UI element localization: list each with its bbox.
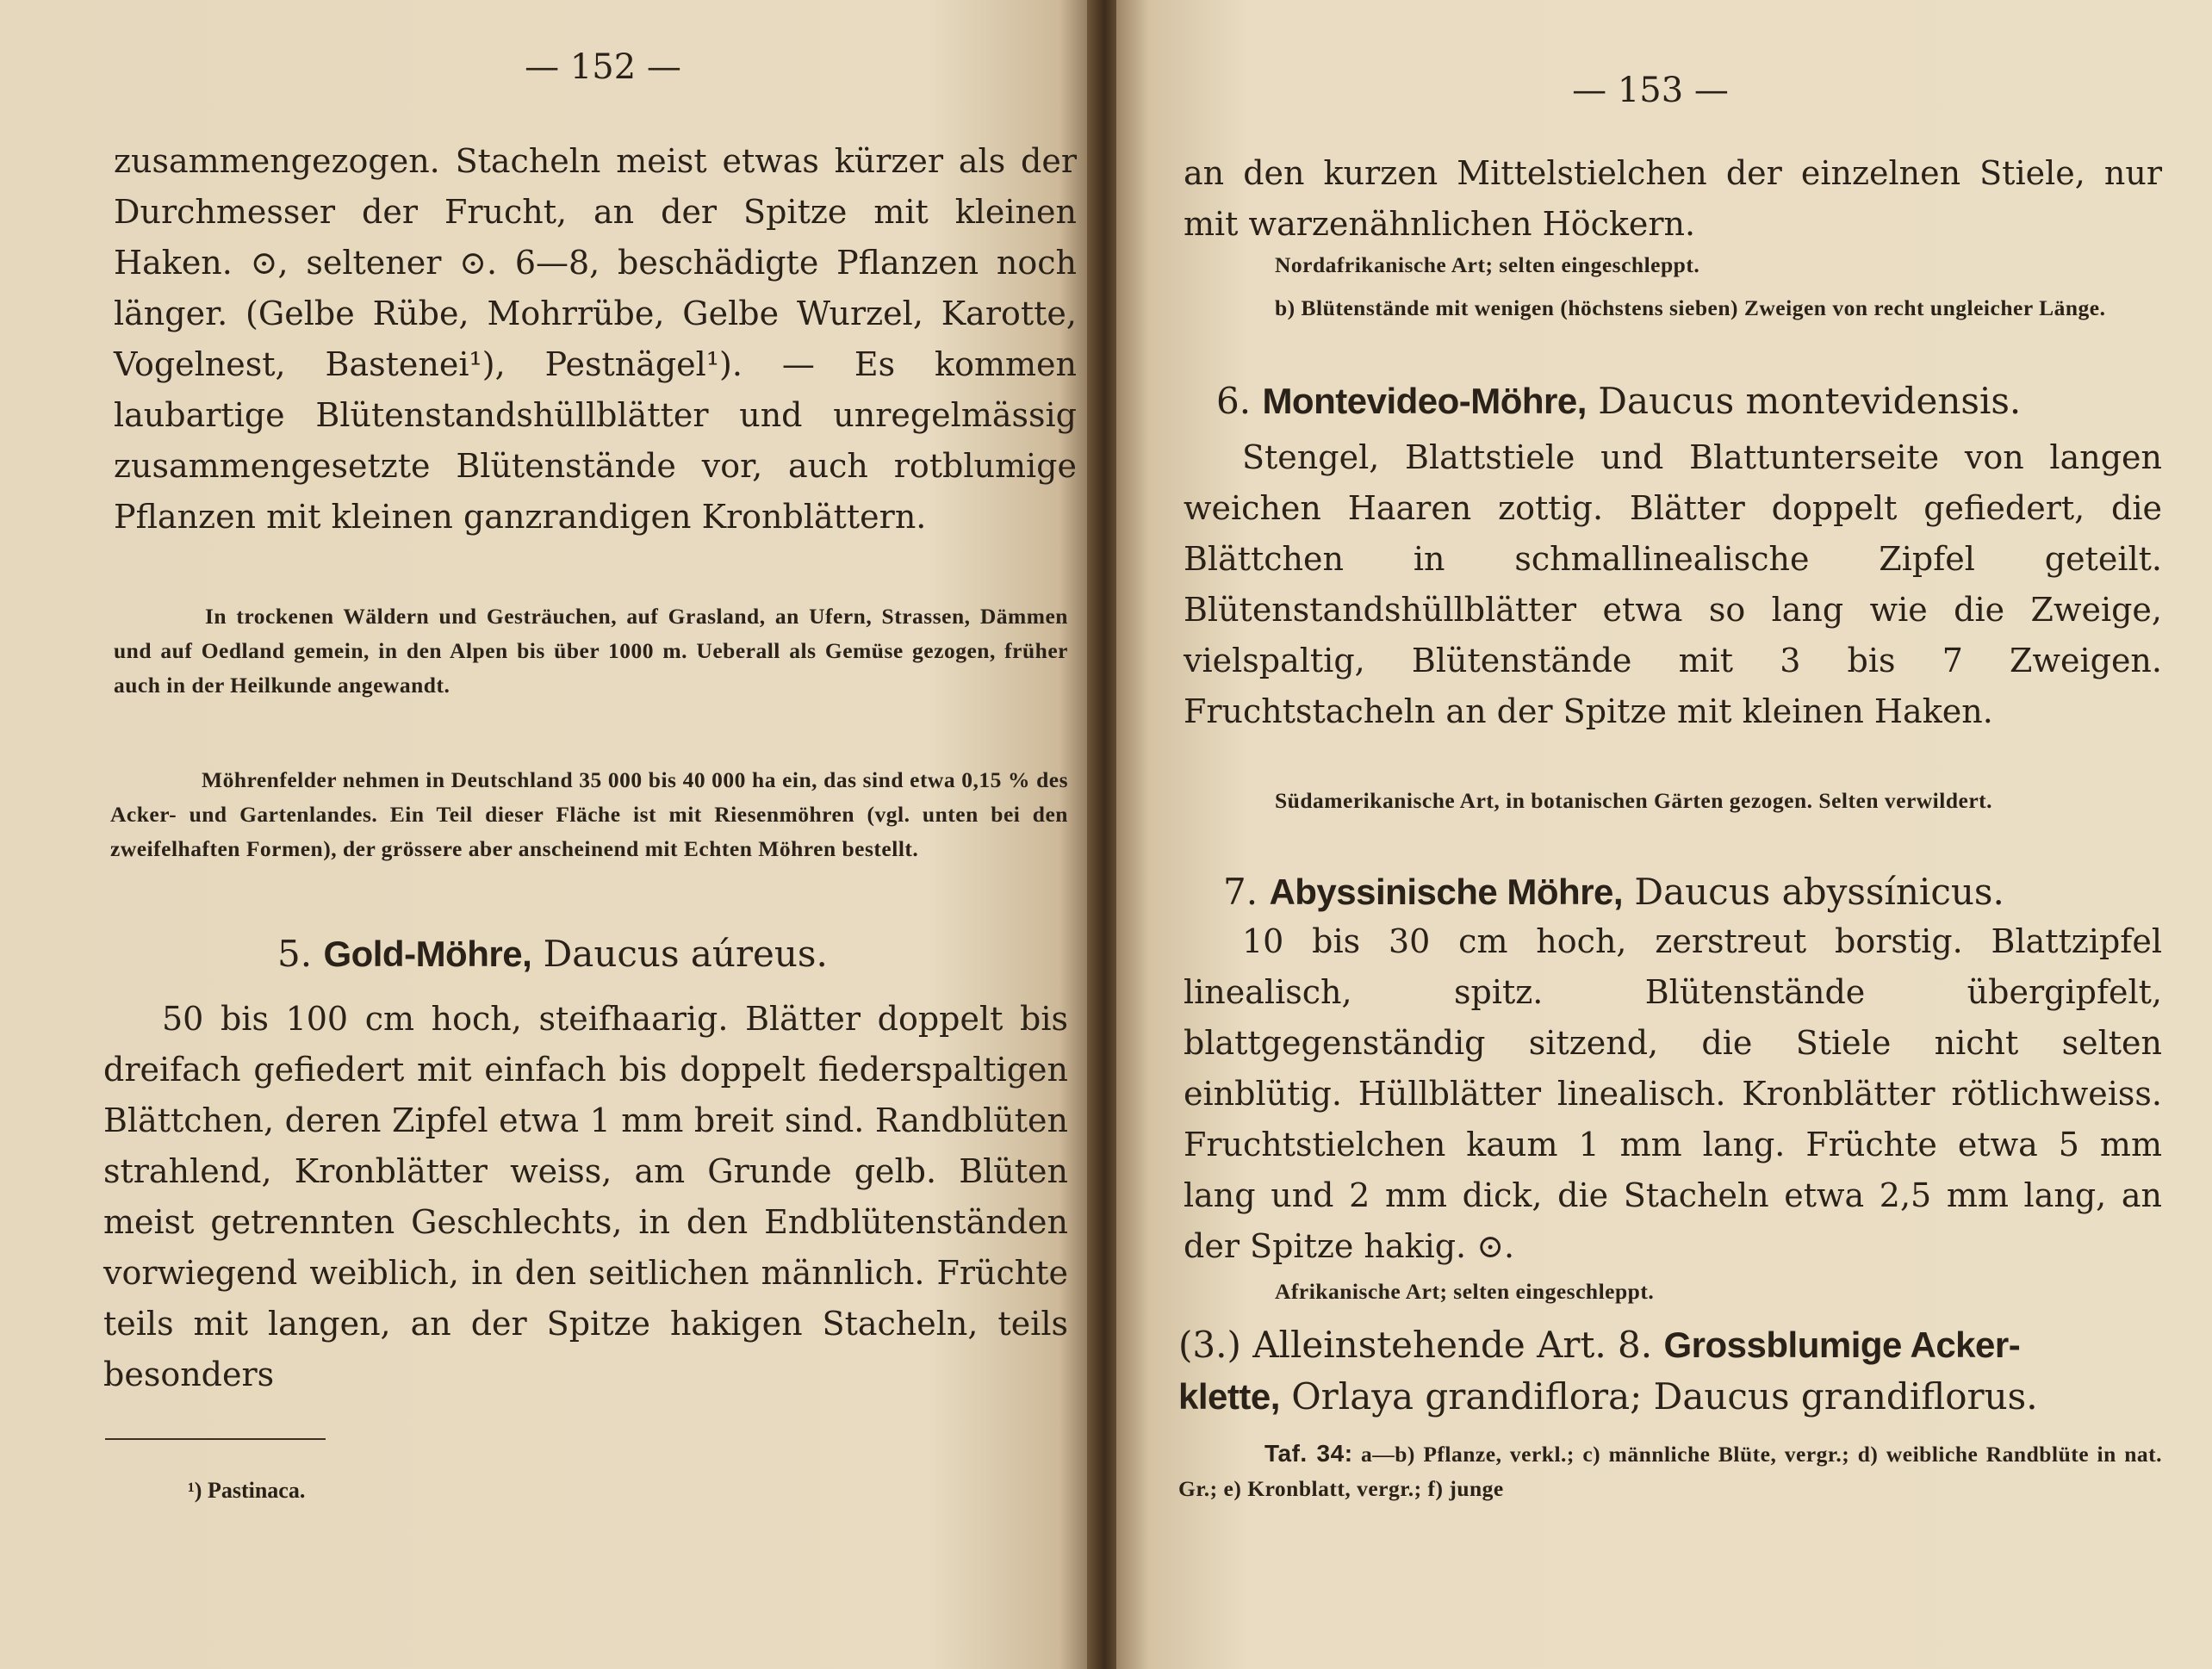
body-paragraph: 10 bis 30 cm hoch, zerstreut borstig. Blattzipfel linealisch, spitz. Blütenstände übergipfelt, blattgegenständig sitzend, die Stiele nicht selten einblütig. Hüllblätter linealisch. Kronblätter rötlichweiss. Fruchtstielchen kaum 1 mm lang. Früchte etwa 5 mm lang und 2 mm dick, die Stacheln etwa 2,5 mm lang, an der Spitze hakig. ⊙. (1184, 922, 2162, 1265)
footnote-divider (105, 1438, 326, 1440)
species-common-name: Montevideo-Möhre, (1262, 381, 1587, 421)
habitat-note: Südamerikanische Art, in botanischen Gärten gezogen. Selten verwildert. (1275, 788, 1993, 813)
key-note: b) Blütenstände mit wenigen (höchstens sieben) Zweigen von recht ungleicher Länge. (1275, 295, 2106, 320)
species-heading-8-cont (1178, 1371, 2038, 1423)
statistics-note: Möhrenfelder nehmen in Deutschland 35 000 bis 40 000 ha ein, das sind etwa 0,15 % des Acker- und Gartenlandes. Ein Teil dieser Fläche ist mit Riesenmöhren (vgl. unten bei den zweifelhaften Formen), der grössere aber anscheinend mit Echten Möhren bestellt. (110, 767, 1068, 861)
footnote: ¹) Pastinaca. (188, 1478, 306, 1503)
species-latin-name: Orlaya grandiflora; Daucus grandiflorus. (1291, 1375, 2038, 1418)
species-common-name: Abyssinische Möhre, (1269, 872, 1624, 912)
body-paragraph: Stengel, Blattstiele und Blattunterseite von langen weichen Haaren zottig. Blätter doppelt gefiedert, die Blättchen in schmallinealische Zipfel geteilt. Blütenstandshüllblätter etwa so lang wie die Zweige, vielspaltig, Blütenstände mit 3 bis 7 Zweigen. Fruchtstacheln an der Spitze mit kleinen Haken. (1184, 438, 2162, 730)
habitat-note: In trockenen Wäldern und Gesträuchen, auf Grasland, an Ufern, Strassen, Dämmen und auf Oedland gemein, in den Alpen bis über 1000 m. Ueberall als Gemüse gezogen, früher auch in der Heilkunde angewandt. (114, 604, 1068, 698)
species-latin-name: Daucus abyssínicus. (1634, 871, 2004, 913)
species-latin-name: Daucus montevidensis. (1598, 380, 2022, 422)
species-common-name: Gold-Möhre, (323, 934, 532, 974)
body-paragraph: zusammengezogen. Stacheln meist etwas kürzer als der Durchmesser der Frucht, an der Spitze mit kleinen Haken. ⊙, seltener ⊙. 6—8, beschädigte Pflanzen noch länger. (Gelbe Rübe, Mohrrübe, Gelbe Wurzel, Karotte, Vogelnest, Bastenei¹), Pestnägel¹). — Es kommen laubartige Blütenstandshüllblätter und unregelmässig zusammengesetzte Blütenstände vor, auch rotblumige Pflanzen mit kleinen ganzrandigen Kronblättern. (114, 142, 1077, 536)
species-common-name: klette, (1178, 1376, 1280, 1417)
habitat-note: Afrikanische Art; selten eingeschleppt. (1275, 1279, 1655, 1304)
species-prefix: (3.) Alleinstehende Art. 8. (1178, 1324, 1653, 1366)
right-page (1116, 0, 2212, 1669)
plate-label: Taf. 34: (1264, 1440, 1353, 1467)
species-number: 6. (1216, 380, 1252, 422)
species-number: 7. (1223, 871, 1258, 913)
species-number: 5. (277, 933, 313, 975)
species-common-name: Grossblumige Acker- (1663, 1325, 2021, 1365)
page-number: — 153 — (1572, 71, 1729, 110)
species-heading-7 (1223, 866, 2004, 918)
species-heading-6 (1216, 375, 2021, 427)
plate-caption (1178, 1436, 2162, 1506)
body-paragraph: 50 bis 100 cm hoch, steifhaarig. Blätter doppelt bis dreifach gefiedert mit einfach bis doppelt fiederspaltigen Blättchen, deren Zipfel etwa 1 mm breit sind. Randblüten strahlend, Kronblätter weiss, am Grunde gelb. Blüten meist getrennten Geschlechts, in den Endblütenständen vorwiegend weiblich, in den seitlichen männlich. Früchte teils mit langen, an der Spitze hakigen Stacheln, teils besonders (103, 1000, 1068, 1393)
species-latin-name: Daucus aúreus. (543, 933, 828, 975)
species-heading-8 (1178, 1319, 2020, 1371)
species-heading-5 (277, 928, 828, 980)
left-page (0, 0, 1092, 1669)
habitat-note: Nordafrikanische Art; selten eingeschleppt. (1275, 252, 1700, 277)
page-number: — 152 — (525, 47, 681, 87)
body-paragraph: an den kurzen Mittelstielchen der einzelnen Stiele, nur mit warzenähnlichen Höckern. (1184, 154, 2162, 243)
plate-text: a—b) Pflanze, verkl.; c) männliche Blüte, vergr.; d) weibliche Randblüte in nat. Gr.; e) Kronblatt, vergr.; f) junge (1178, 1442, 2163, 1501)
